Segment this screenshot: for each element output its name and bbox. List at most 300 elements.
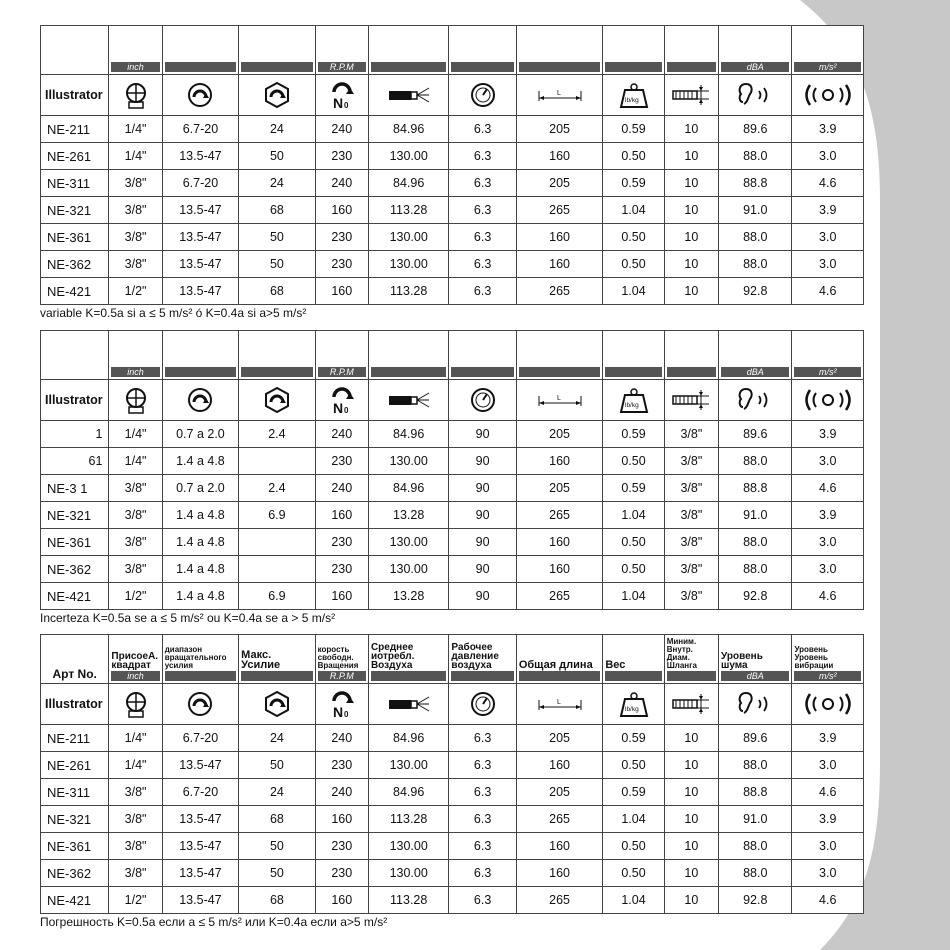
value-cell: 6.3 (449, 278, 516, 305)
column-header (603, 635, 664, 684)
value-cell: 3.9 (792, 197, 864, 224)
value-cell: 88.0 (719, 224, 792, 251)
illustrator-label: Illustrator (41, 380, 109, 421)
value-cell: 1/2" (109, 583, 162, 610)
table-row (41, 197, 864, 224)
column-header (449, 26, 516, 75)
unit-band (371, 367, 446, 377)
value-cell: 92.8 (719, 583, 792, 610)
value-cell: 92.8 (719, 887, 792, 914)
value-cell: 88.0 (719, 860, 792, 887)
value-cell: 10 (664, 725, 718, 752)
value-cell: 10 (664, 224, 718, 251)
svg-text:N: N (332, 95, 343, 110)
value-cell: 3/8" (109, 556, 162, 583)
value-cell: 2.4 (239, 475, 315, 502)
value-cell: 0.59 (603, 421, 664, 448)
value-cell: 4.6 (792, 278, 864, 305)
unit-band: dBA (721, 62, 789, 72)
svg-text:L: L (556, 699, 561, 706)
value-cell: 90 (449, 448, 516, 475)
value-cell: 4.6 (792, 583, 864, 610)
unit-band (605, 62, 661, 72)
value-cell: 230 (315, 224, 368, 251)
table-row (41, 170, 864, 197)
unit-band (605, 671, 661, 681)
value-cell: 1.04 (603, 197, 664, 224)
unit-band (165, 62, 236, 72)
column-header (109, 635, 162, 684)
square-drive-icon (109, 75, 162, 116)
value-cell: 0.59 (603, 779, 664, 806)
table-row (41, 475, 864, 502)
uncertainty-note-ru: Погрешность K=0.5a если a ≤ 5 m/s² или K=0.4a если a>5 m/s² (40, 915, 388, 929)
unit-band: R.P.M (318, 62, 366, 72)
model-cell: NE-321 (41, 197, 109, 224)
article-header (41, 26, 109, 75)
column-label: Миним. Внутр. Диам. Шланга (666, 637, 697, 670)
value-cell: 90 (449, 556, 516, 583)
air-consumption-icon (368, 684, 448, 725)
model-cell: NE-311 (41, 779, 109, 806)
model-cell: NE-361 (41, 224, 109, 251)
value-cell: 90 (449, 475, 516, 502)
unit-band: inch (111, 62, 159, 72)
column-header (603, 26, 664, 75)
value-cell: 3/8" (109, 197, 162, 224)
value-cell: 3.9 (792, 725, 864, 752)
value-cell: 3.0 (792, 833, 864, 860)
model-cell: 61 (41, 448, 109, 475)
value-cell: 1.04 (603, 502, 664, 529)
unit-band: m/s² (794, 671, 861, 681)
value-cell: 10 (664, 833, 718, 860)
svg-text:N: N (332, 400, 343, 415)
svg-text:0: 0 (343, 710, 349, 719)
value-cell: 3.9 (792, 502, 864, 529)
table-row (41, 860, 864, 887)
value-cell: 240 (315, 475, 368, 502)
value-cell: 240 (315, 779, 368, 806)
overall-length-icon (516, 75, 603, 116)
value-cell: 88.8 (719, 475, 792, 502)
value-cell: 13.5-47 (162, 278, 238, 305)
value-cell: 1/4" (109, 116, 162, 143)
max-torque-icon (239, 75, 315, 116)
table-row (41, 143, 864, 170)
unit-band (667, 62, 716, 72)
value-cell: 0.50 (603, 224, 664, 251)
value-cell: 130.00 (368, 143, 448, 170)
column-header (792, 331, 864, 380)
model-cell: NE-261 (41, 752, 109, 779)
value-cell: 10 (664, 116, 718, 143)
value-cell: 3/8" (109, 502, 162, 529)
value-cell: 3/8" (664, 583, 718, 610)
value-cell: 88.0 (719, 529, 792, 556)
model-cell: NE-211 (41, 116, 109, 143)
unit-band (519, 367, 601, 377)
value-cell: 3/8" (664, 448, 718, 475)
value-cell: 6.3 (449, 197, 516, 224)
value-cell: 90 (449, 583, 516, 610)
weight-icon (603, 380, 664, 421)
value-cell: 3.0 (792, 251, 864, 278)
value-cell: 6.7-20 (162, 116, 238, 143)
value-cell: 0.7 a 2.0 (162, 475, 238, 502)
value-cell: 1.04 (603, 887, 664, 914)
column-header (664, 331, 718, 380)
value-cell: 230 (315, 529, 368, 556)
value-cell: 205 (516, 421, 603, 448)
table-row (41, 752, 864, 779)
value-cell: 13.5-47 (162, 833, 238, 860)
value-cell: 91.0 (719, 502, 792, 529)
column-header (162, 635, 238, 684)
column-label: Уровень шума (721, 651, 763, 671)
value-cell: 6.3 (449, 251, 516, 278)
value-cell: 4.6 (792, 475, 864, 502)
model-cell: NE-362 (41, 860, 109, 887)
value-cell: 13.5-47 (162, 887, 238, 914)
column-header (449, 635, 516, 684)
spec-table-es (40, 25, 864, 320)
value-cell: 13.5-47 (162, 251, 238, 278)
square-drive-icon (109, 380, 162, 421)
model-cell: NE-3 1 (41, 475, 109, 502)
icon-row (41, 380, 864, 421)
column-header (315, 635, 368, 684)
value-cell: 130.00 (368, 556, 448, 583)
column-header (792, 26, 864, 75)
value-cell: 160 (315, 278, 368, 305)
vibration-level-icon (792, 75, 864, 116)
hose-diameter-icon (664, 75, 718, 116)
value-cell: 10 (664, 779, 718, 806)
table-row (41, 833, 864, 860)
model-cell: NE-362 (41, 556, 109, 583)
value-cell: 10 (664, 806, 718, 833)
value-cell: 1/4" (109, 448, 162, 475)
unit-band (667, 671, 716, 681)
value-cell: 265 (516, 887, 603, 914)
overall-length-icon (516, 684, 603, 725)
svg-text:lb/kg: lb/kg (624, 706, 639, 713)
value-cell: 68 (239, 806, 315, 833)
table-row (41, 556, 864, 583)
value-cell: 3.0 (792, 224, 864, 251)
value-cell: 240 (315, 725, 368, 752)
value-cell: 160 (516, 448, 603, 475)
column-header (719, 635, 792, 684)
unit-band (371, 671, 446, 681)
value-cell: 10 (664, 887, 718, 914)
air-pressure-icon (449, 75, 516, 116)
value-cell: 6.7-20 (162, 725, 238, 752)
spec-table-pt (40, 330, 864, 625)
unit-band (165, 367, 236, 377)
value-cell: 68 (239, 278, 315, 305)
unit-band: dBA (721, 367, 789, 377)
unit-band (165, 671, 236, 681)
column-label: диапазон вращательного усилия (164, 645, 227, 670)
column-header (449, 331, 516, 380)
column-header (664, 635, 718, 684)
table-row (41, 725, 864, 752)
value-cell: 160 (516, 224, 603, 251)
model-cell: NE-211 (41, 725, 109, 752)
value-cell: 3/8" (109, 833, 162, 860)
value-cell: 0.50 (603, 448, 664, 475)
unit-band: m/s² (794, 62, 861, 72)
value-cell: 3.9 (792, 806, 864, 833)
value-cell: 160 (315, 887, 368, 914)
column-label: Вес (605, 659, 626, 671)
torque-range-icon (162, 75, 238, 116)
value-cell: 90 (449, 421, 516, 448)
value-cell: 0.7 a 2.0 (162, 421, 238, 448)
svg-text:lb/kg: lb/kg (624, 97, 639, 104)
value-cell: 230 (315, 833, 368, 860)
column-label: Макс. Усилие (241, 649, 281, 671)
value-cell: 6.3 (449, 116, 516, 143)
value-cell: 230 (315, 860, 368, 887)
max-torque-icon (239, 684, 315, 725)
value-cell: 50 (239, 143, 315, 170)
value-cell: 1/2" (109, 278, 162, 305)
unit-band (451, 62, 513, 72)
value-cell (239, 448, 315, 475)
value-cell: 13.5-47 (162, 806, 238, 833)
value-cell: 130.00 (368, 448, 448, 475)
value-cell: 50 (239, 251, 315, 278)
value-cell: 6.3 (449, 860, 516, 887)
value-cell (239, 556, 315, 583)
value-cell: 3.0 (792, 448, 864, 475)
value-cell: 113.28 (368, 197, 448, 224)
svg-text:lb/kg: lb/kg (624, 402, 639, 409)
article-header (41, 331, 109, 380)
unit-band (241, 367, 312, 377)
value-cell: 4.6 (792, 887, 864, 914)
value-cell: 205 (516, 170, 603, 197)
overall-length-icon (516, 380, 603, 421)
unit-band: dBA (721, 671, 789, 681)
value-cell: 24 (239, 779, 315, 806)
value-cell: 6.3 (449, 779, 516, 806)
unit-band: R.P.M (318, 671, 366, 681)
value-cell: 265 (516, 278, 603, 305)
value-cell: 1.04 (603, 806, 664, 833)
column-header (368, 26, 448, 75)
column-header (162, 331, 238, 380)
table-row (41, 421, 864, 448)
value-cell: 160 (315, 502, 368, 529)
value-cell: 4.6 (792, 779, 864, 806)
value-cell: 3/8" (109, 529, 162, 556)
value-cell: 3.9 (792, 421, 864, 448)
value-cell: 113.28 (368, 887, 448, 914)
air-consumption-icon (368, 380, 448, 421)
value-cell: 130.00 (368, 224, 448, 251)
value-cell: 0.59 (603, 170, 664, 197)
value-cell: 0.50 (603, 833, 664, 860)
svg-text:L: L (556, 90, 561, 97)
value-cell: 10 (664, 170, 718, 197)
article-header: Арт No. (41, 635, 109, 684)
value-cell: 130.00 (368, 251, 448, 278)
value-cell: 265 (516, 502, 603, 529)
value-cell: 68 (239, 887, 315, 914)
column-label: корость свободн. Вращения (317, 645, 359, 670)
illustrator-label: Illustrator (41, 684, 109, 725)
unit-band (519, 671, 601, 681)
unit-band (371, 62, 446, 72)
value-cell: 1.4 a 4.8 (162, 502, 238, 529)
column-label: Рабочее давление воздуха (451, 642, 499, 671)
unit-band (451, 671, 513, 681)
value-cell: 3.0 (792, 860, 864, 887)
column-label: Уровень Уровень вибрации (794, 645, 834, 670)
unit-band: inch (111, 671, 159, 681)
free-speed-icon (315, 684, 368, 725)
value-cell: 230 (315, 752, 368, 779)
value-cell: 205 (516, 779, 603, 806)
value-cell: 3.9 (792, 116, 864, 143)
uncertainty-note-es: variable K=0.5a si a ≤ 5 m/s² ó K=0.4a si a>5 m/s² (40, 306, 307, 320)
value-cell: 265 (516, 806, 603, 833)
value-cell: 10 (664, 143, 718, 170)
svg-text:0: 0 (343, 406, 349, 415)
column-header (239, 331, 315, 380)
value-cell: 1.4 a 4.8 (162, 529, 238, 556)
value-cell: 68 (239, 197, 315, 224)
value-cell: 3/8" (109, 251, 162, 278)
value-cell: 130.00 (368, 860, 448, 887)
value-cell: 84.96 (368, 421, 448, 448)
value-cell: 1.4 a 4.8 (162, 448, 238, 475)
value-cell: 10 (664, 251, 718, 278)
column-header (516, 26, 603, 75)
column-header (109, 331, 162, 380)
value-cell: 84.96 (368, 779, 448, 806)
weight-icon (603, 684, 664, 725)
model-cell: NE-421 (41, 583, 109, 610)
value-cell: 230 (315, 448, 368, 475)
value-cell: 1.4 a 4.8 (162, 556, 238, 583)
value-cell: 6.7-20 (162, 170, 238, 197)
model-cell: NE-321 (41, 806, 109, 833)
value-cell: 13.5-47 (162, 752, 238, 779)
vibration-level-icon (792, 684, 864, 725)
unit-band (241, 671, 312, 681)
table-header-row (41, 635, 864, 684)
model-cell: NE-421 (41, 887, 109, 914)
model-cell: NE-362 (41, 251, 109, 278)
value-cell: 24 (239, 170, 315, 197)
value-cell: 10 (664, 278, 718, 305)
value-cell: 84.96 (368, 475, 448, 502)
value-cell: 240 (315, 421, 368, 448)
value-cell: 13.28 (368, 502, 448, 529)
vibration-level-icon (792, 380, 864, 421)
spec-table-ru (40, 634, 864, 929)
value-cell: 205 (516, 475, 603, 502)
value-cell: 6.3 (449, 224, 516, 251)
table-row (41, 529, 864, 556)
value-cell: 50 (239, 752, 315, 779)
unit-band: inch (111, 367, 159, 377)
air-consumption-icon (368, 75, 448, 116)
value-cell: 91.0 (719, 197, 792, 224)
value-cell: 6.9 (239, 502, 315, 529)
value-cell: 6.3 (449, 806, 516, 833)
value-cell: 13.5-47 (162, 143, 238, 170)
value-cell: 3/8" (664, 529, 718, 556)
value-cell: 160 (315, 197, 368, 224)
value-cell: 6.3 (449, 725, 516, 752)
value-cell: 1/4" (109, 725, 162, 752)
value-cell: 88.0 (719, 833, 792, 860)
column-header (664, 26, 718, 75)
value-cell: 3/8" (664, 475, 718, 502)
column-label: ПрисоеА. квадрат (111, 651, 159, 671)
value-cell: 230 (315, 143, 368, 170)
value-cell: 0.50 (603, 556, 664, 583)
air-pressure-icon (449, 380, 516, 421)
table-row (41, 502, 864, 529)
value-cell: 84.96 (368, 170, 448, 197)
value-cell: 1/4" (109, 752, 162, 779)
unit-band: R.P.M (318, 367, 366, 377)
value-cell: 230 (315, 556, 368, 583)
value-cell: 2.4 (239, 421, 315, 448)
value-cell: 89.6 (719, 725, 792, 752)
value-cell: 3.0 (792, 529, 864, 556)
value-cell: 13.5-47 (162, 224, 238, 251)
value-cell: 130.00 (368, 529, 448, 556)
value-cell: 1.4 a 4.8 (162, 583, 238, 610)
column-header (516, 635, 603, 684)
value-cell: 113.28 (368, 806, 448, 833)
torque-range-icon (162, 380, 238, 421)
value-cell: 50 (239, 860, 315, 887)
hose-diameter-icon (664, 684, 718, 725)
table-row (41, 887, 864, 914)
value-cell: 240 (315, 116, 368, 143)
column-header (109, 26, 162, 75)
value-cell: 3.0 (792, 556, 864, 583)
value-cell (239, 529, 315, 556)
value-cell: 240 (315, 170, 368, 197)
value-cell: 10 (664, 197, 718, 224)
value-cell: 0.59 (603, 725, 664, 752)
max-torque-icon (239, 380, 315, 421)
column-header (239, 635, 315, 684)
noise-level-icon (719, 75, 792, 116)
column-header (315, 331, 368, 380)
value-cell: 88.8 (719, 170, 792, 197)
model-cell: NE-361 (41, 833, 109, 860)
table-row (41, 278, 864, 305)
value-cell: 1/2" (109, 887, 162, 914)
value-cell: 3/8" (109, 224, 162, 251)
value-cell: 88.0 (719, 143, 792, 170)
column-header (162, 26, 238, 75)
value-cell: 92.8 (719, 278, 792, 305)
value-cell: 0.50 (603, 143, 664, 170)
table-row (41, 116, 864, 143)
